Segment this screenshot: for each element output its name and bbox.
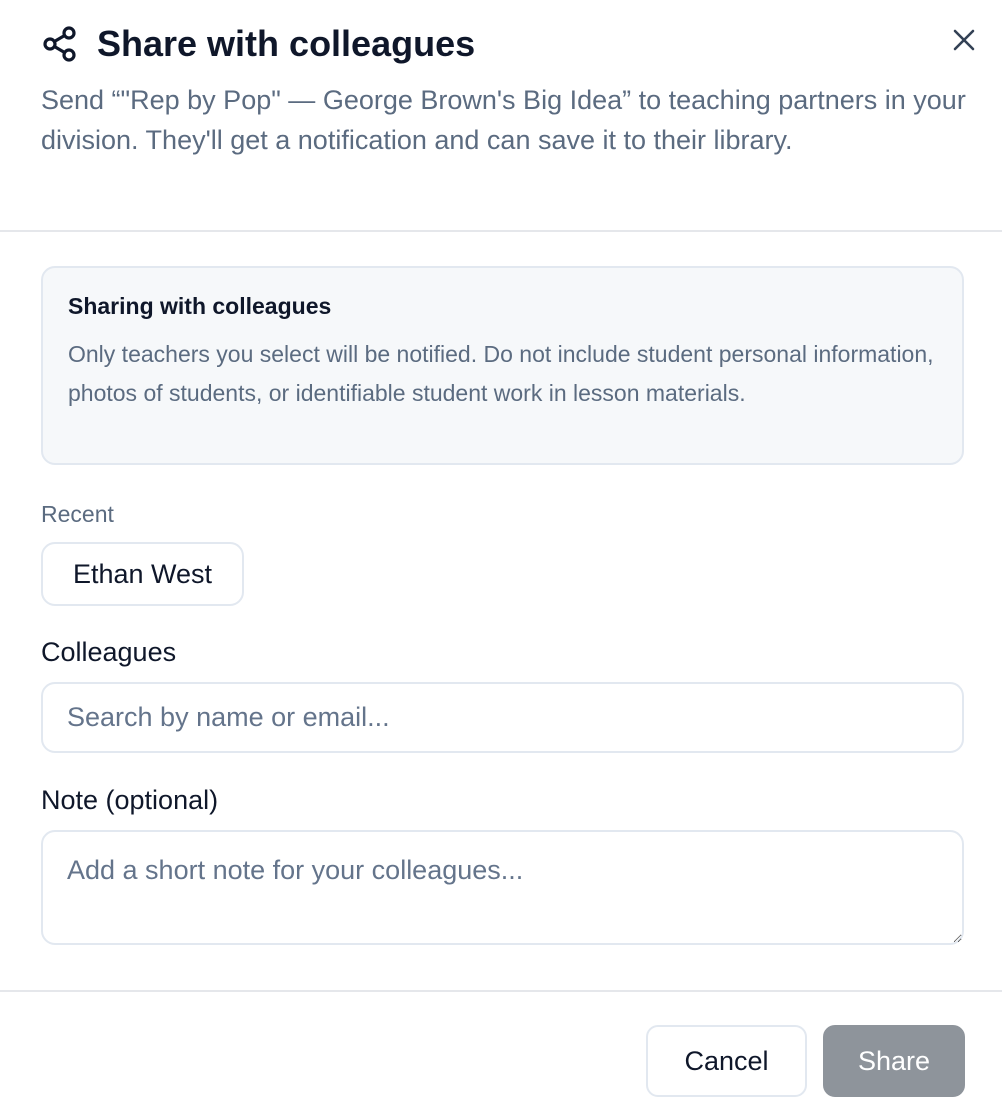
share-button[interactable]: Share: [823, 1025, 965, 1097]
dialog-title: Share with colleagues: [97, 23, 476, 64]
colleagues-label: Colleagues: [41, 637, 177, 667]
dialog-header: [0, 0, 1002, 232]
note-textarea[interactable]: [41, 830, 964, 945]
footer-divider: [0, 990, 1002, 992]
note-label: Note (optional): [41, 785, 219, 815]
recent-label: Recent: [41, 501, 114, 527]
notice-title: Sharing with colleagues: [68, 293, 332, 319]
close-icon: [952, 28, 976, 52]
dialog-description: Send “"Rep by Pop" — George Brown's Big Idea” to teaching partners in your division. They'll get a notification and can save it to their library.: [41, 85, 966, 155]
notice-text: Only teachers you select will be notified. Do not include student personal information, photos of students, or identifiable student work in lesson materials.: [68, 341, 934, 406]
privacy-notice: [41, 266, 964, 465]
share-icon: [40, 24, 80, 64]
close-button[interactable]: [944, 20, 984, 60]
cancel-button[interactable]: Cancel: [646, 1025, 807, 1097]
colleagues-search-input[interactable]: [41, 682, 964, 753]
recent-colleague-chip[interactable]: Ethan West: [41, 542, 244, 606]
